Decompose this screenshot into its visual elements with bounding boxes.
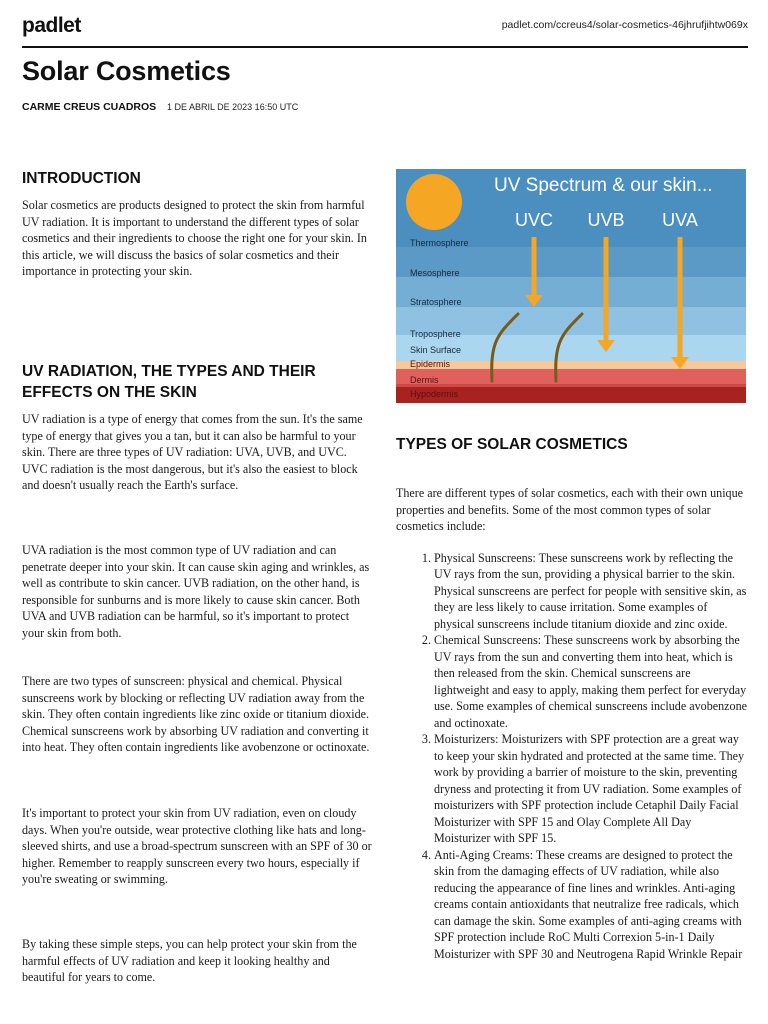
layer-label: Mesosphere (410, 268, 460, 278)
list-item: 1. Physical Sunscreens: These sunscreens work by reflecting the UV rays from the sun, providing a physical barrier to the skin. Physical sunscreens are perfect for people with sensitive skin, as they are less likely to cause irritation. Some examples of physical sunscreens include titanium dioxide and zinc oxide. (434, 550, 748, 633)
uv-paragraph: There are two types of sunscreen: physical and chemical. Physical sunscreens work by blocking or reflecting UV radiation away from the skin. They often contain ingredients like zinc oxide or titanium dioxide. Chemical sunscreens work by absorbing UV radiation and converting it into heat. They often contain ingredients like avobenzone or octinoxate. (22, 674, 370, 754)
ray-label: UVC (514, 210, 554, 230)
layer-label: Troposphere (410, 329, 461, 339)
figure-title: UV Spectrum & our skin... (494, 175, 713, 196)
introduction-section (22, 168, 372, 280)
uv-paragraph: UVA radiation is the most common type of UV radiation and can penetrate deeper into your skin. It can cause skin aging and wrinkles, as well as contribute to skin cancer. UVB radiation, on the other hand, is responsible for sunburns and is more likely to cause skin cancer. Both UVA and UVB radiation can be harmful, so it's important to protect your skin from both. (22, 543, 370, 640)
page-url[interactable]: padlet.com/ccreus4/solar-cosmetics-46jhrufjihtw069x (501, 19, 748, 31)
uv-paragraph: It's important to protect your skin from UV radiation, even on cloudy days. When you're outside, wear protective clothing like hats and long-sleeved shirts, and use a broad-spectrum sunscreen with an SPF of 30 or higher. Remember to reapply sunscreen every two hours, especially if you're sweating or swimming. (22, 806, 372, 886)
author-name: CARME CREUS CUADROS (22, 101, 157, 113)
post-title: Solar Cosmetics (22, 56, 231, 86)
types-intro: There are different types of solar cosmetics, each with their own unique properties and benefits. Some of the most common types of solar cosmetics include: (396, 486, 744, 533)
introduction-text: Solar cosmetics are products designed to protect the skin from harmful UV radiation. It is important to understand the different types of solar cosmetics and their ingredients to choose the right one for your skin. In this article, we will discuss the basics of solar cosmetics and their importance in protecting your skin. (22, 198, 367, 278)
introduction-heading: INTRODUCTION (22, 170, 141, 187)
post-date: 1 DE ABRIL DE 2023 16:50 UTC (166, 102, 299, 112)
types-heading: TYPES OF SOLAR COSMETICS (396, 436, 628, 453)
types-section (396, 434, 748, 962)
uv-section (22, 361, 372, 494)
uv-spectrum-diagram (396, 169, 746, 403)
ray-label: UVB (587, 210, 625, 230)
list-item: 2. Chemical Sunscreens: These sunscreens work by absorbing the UV rays from the sun and converting them into heat, which is then released from the skin. Chemical sunscreens are lightweight and easy to apply, making them perfect for everyday use. Some examples of chemical sunscreens include avobenzone and octinoxate. (434, 632, 748, 731)
layer-label: Thermosphere (410, 238, 469, 248)
uv-paragraph: UV radiation is a type of energy that comes from the sun. It's the same type of energy that gives you a tan, but it can also be harmful to your skin. There are three types of UV radiation: UVA, UVB, and UVC. UVC radiation is the most dangerous, but it's also the easiest to block and doesn't usually reach the Earth's surface. (22, 412, 363, 492)
top-bar (22, 12, 748, 48)
layer-label: Epidermis (410, 359, 451, 369)
types-list (396, 550, 748, 963)
sun-icon (406, 174, 462, 230)
ray-label: UVA (662, 210, 698, 230)
layer-label: Dermis (410, 375, 439, 385)
layer-label: Skin Surface (410, 345, 462, 355)
layer-band (396, 384, 746, 387)
layer-band (396, 369, 746, 384)
layer-label: Hypodermis (410, 389, 459, 399)
padlet-logo[interactable]: padlet (22, 14, 81, 37)
uv-heading: UV RADIATION, THE TYPES AND THEIR EFFECTS ON THE SKIN (22, 363, 316, 401)
list-item: 3. Moisturizers: Moisturizers with SPF protection are a great way to keep your skin hydrated and protected at the same time. They work by providing a barrier of moisture to the skin, preventing dryness and protecting it from UV radiation. Some examples of moisturizers with SPF protection include Cetaphil Daily Facial Moisturizer with SPF 15 and Olay Complete All Day Moisturizer with SPF 15. (434, 731, 748, 847)
uv-paragraph: By taking these simple steps, you can help protect your skin from the harmful effects of UV radiation and keep it looking healthy and beautiful for years to come. (22, 937, 357, 984)
byline (22, 101, 298, 113)
uv-spectrum-figure[interactable] (396, 169, 746, 403)
list-item: 4. Anti-Aging Creams: These creams are designed to protect the skin from the damaging effects of UV radiation, while also reducing the appearance of fine lines and wrinkles. Anti-aging creams contain antioxidants that neutralize free radicals, which can damage the skin. Some examples of anti-aging creams with SPF protection include RoC Multi Correxion 5-in-1 Daily Moisturizer with SPF 30 and Neutrogena Rapid Wrinkle Repair (434, 847, 748, 963)
layer-label: Stratosphere (410, 297, 462, 307)
